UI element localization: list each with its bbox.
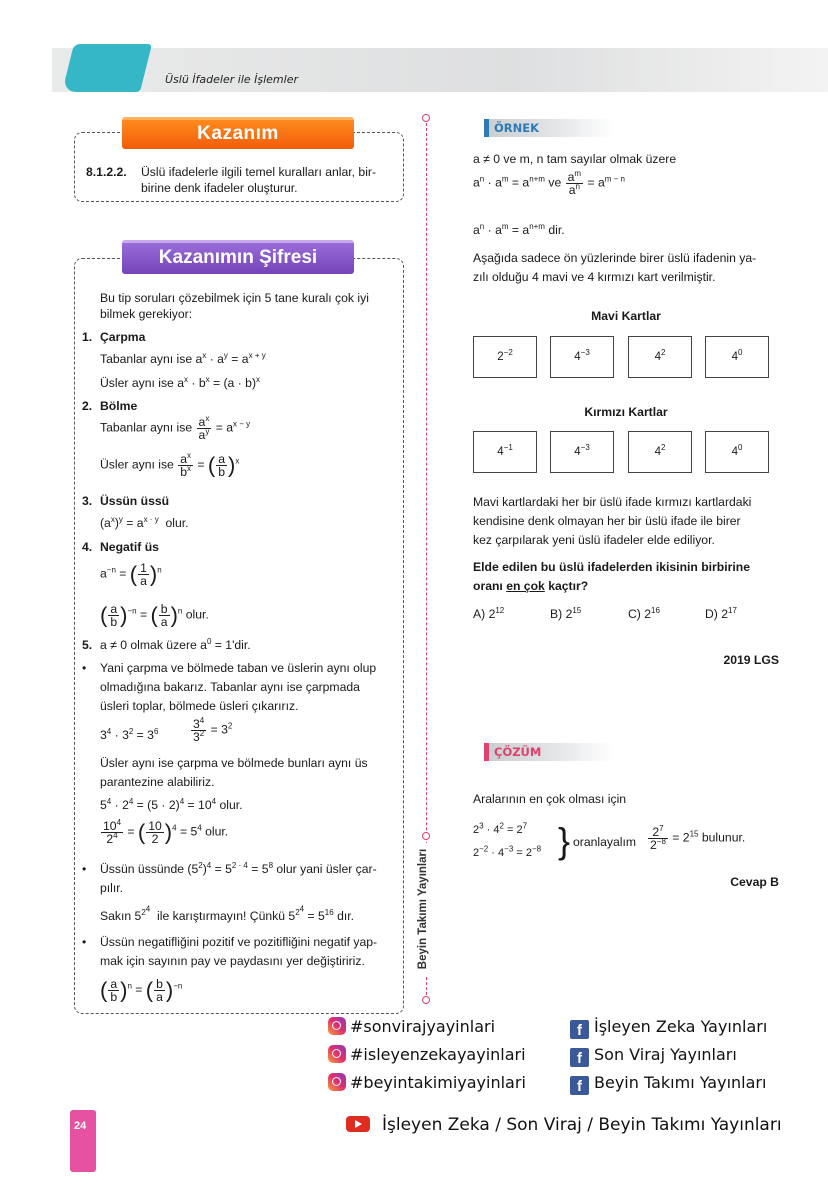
rule-2-title: Bölme (100, 399, 138, 413)
rule-5-number: 5. (82, 638, 93, 652)
page-number: 24 (70, 1110, 96, 1172)
bullet-2-line-2: parantezine alabiliriz. (100, 775, 215, 789)
blue-cards-title: Mavi Kartlar (591, 309, 661, 323)
sifre-intro-2: bilmek gerekiyor: (100, 307, 193, 321)
rule-3-number: 3. (82, 494, 93, 508)
rule-4-title: Negatif üs (100, 540, 159, 554)
cozum-mid-text: oranlayalım (573, 835, 636, 849)
rule-1-line-b: Üsler aynı ise $a^x \cdot b^x = (a \cdot b)^x$ (100, 374, 261, 390)
warning-line: Sakın $5^{2^4}$ ile karıştırmayın! Çünkü $5^{2^4} = 5^{16}$ dır. (100, 904, 355, 923)
bullet-2-line-1: Üsler aynı ise çarpma ve bölmede bunları aynı üs (100, 756, 368, 770)
blue-card: $2^{-2}$ (473, 336, 537, 378)
kazanim-banner: Kazanım (122, 117, 354, 149)
cozum-intro: Aralarının en çok olması için (473, 792, 627, 806)
red-card: $4^{-3}$ (550, 431, 614, 473)
bullet-icon: • (82, 661, 87, 675)
bullet-3-line-2: pılır. (100, 881, 124, 895)
option-b: B) $2^{15}$ (550, 605, 582, 621)
rule-1-line-a: Tabanlar aynı ise $a^x \cdot a^y = a^{x + y}$ (100, 350, 266, 366)
facebook-link-3[interactable]: f Beyin Takımı Yayınları (570, 1073, 766, 1095)
ornek-tag: ÖRNEK (484, 119, 614, 137)
cozum-tag: ÇÖZÜM (484, 743, 614, 761)
rule-4-number: 4. (82, 540, 93, 554)
facebook-link-2[interactable]: f Son Viraj Yayınları (570, 1045, 737, 1067)
facebook-icon: f (570, 1020, 589, 1039)
sifre-banner: Kazanımın Şifresi (122, 240, 354, 274)
bullet-4-line-2: mak için sayının pay ve paydasını yer değiştiririz. (100, 954, 365, 968)
option-d: D) $2^{17}$ (705, 605, 737, 621)
page-header-title: Üslü İfadeler ile İşlemler (165, 73, 298, 86)
option-a: A) $2^{12}$ (473, 605, 505, 621)
example-same-exp-divide: $\frac{10^4}{2^4}$ = ( $\frac{10}{2}$ )$^4 = 5^4$ olur. (103, 817, 229, 846)
rule-4-formula-a: $a^{-n}$ = ( $\frac{1}{a}$ )$^n$ (100, 561, 162, 588)
rule-5-text: a ≠ 0 olmak üzere $a^0 = 1'dir$. (100, 636, 251, 652)
example-flip: ( $\frac{a}{b}$ )$^n$ = ( $\frac{b}{a}$ )$^{-n}$ (100, 977, 183, 1004)
bullet-1-line-2: olmadığına bakarız. Tabanlar aynı ise çarpmada (100, 680, 360, 694)
kazanim-code: 8.1.2.2. (86, 165, 127, 179)
rule-2-line-a: Tabanlar aynı ise $\frac{a^x}{a^y}$ = $a^{x - y}$ (100, 413, 251, 442)
instagram-link-3[interactable]: #beyintakimiyayinlari (328, 1073, 526, 1092)
sifre-box (74, 258, 404, 1014)
example-same-exp-multiply: $5^4 \cdot 2^4 = (5 \cdot 2)^4 = 10^4$ olur. (100, 796, 243, 812)
ornek-para-3: Mavi kartlardaki her bir üslü ifade kırmızı kartlardaki (473, 495, 752, 509)
divider-dot (422, 114, 430, 122)
rule-2-number: 2. (82, 399, 93, 413)
answer: Cevap B (730, 875, 779, 889)
instagram-link-1[interactable]: #sonvirajyayinlari (328, 1017, 495, 1036)
bullet-4-line-1: Üssün negatifliğini pozitif ve pozitifliğini negatif yap- (100, 935, 378, 949)
red-card: $4^0$ (705, 431, 769, 473)
youtube-link[interactable]: İşleyen Zeka / Son Viraj / Beyin Takımı Yayınları (346, 1115, 782, 1135)
rule-1-number: 1. (82, 330, 93, 344)
instagram-icon (328, 1017, 346, 1035)
blue-card: $4^2$ (628, 336, 692, 378)
bullet-icon: • (82, 862, 87, 876)
ornek-rules: $a^n \cdot a^m = a^{n+m}$ ve $\frac{a^m}{a^n}$ = $a^{m - n}$ (473, 168, 625, 197)
brace: } (558, 820, 571, 861)
header-tab-decoration (62, 44, 152, 92)
cozum-ratio: $\frac{2^7}{2^{-8}}$ = $2^{15}$ bulunur. (650, 823, 746, 852)
bullet-1-line-3: üsleri toplar, bölmede üsleri çıkarırız. (100, 699, 299, 713)
divider-dot (422, 832, 430, 840)
cozum-max-product: $2^3 \cdot 4^2 = 2^7$ (473, 821, 528, 836)
ornek-para-4: kendisine denk olmayan her bir üslü ifade ile birer (473, 514, 741, 528)
divider-dot (422, 996, 430, 1004)
ornek-para-2: zılı olduğu 4 mavi ve 4 kırmızı kart verilmiştir. (473, 270, 716, 284)
blue-card: $4^0$ (705, 336, 769, 378)
rule-2-line-b: Üsler aynı ise $\frac{a^x}{b^x}$ = ( $\frac{a}{b}$ )$^x$ (100, 450, 240, 479)
red-card: $4^2$ (628, 431, 692, 473)
ornek-line-1: a ≠ 0 ve m, n tam sayılar olmak üzere (473, 152, 677, 166)
question-source: 2019 LGS (723, 653, 779, 667)
kazanim-line2: birine denk ifadeler oluşturur. (141, 181, 298, 195)
instagram-icon (328, 1045, 346, 1063)
rule-1-title: Çarpma (100, 330, 146, 344)
publisher-vertical-label: Beyin Takımı Yayınları (417, 843, 435, 975)
bullet-1-line-1: Yani çarpma ve bölmede taban ve üslerin aynı olup (100, 661, 377, 675)
example-divide: $\frac{3^4}{3^2}$ = $3^2$ (193, 715, 233, 744)
rule-3-formula: $(a^x)^y = a^{x \cdot y}$ olur. (100, 514, 189, 530)
kazanim-line1: Üslü ifadelerle ilgili temel kuralları anlar, bir- (141, 165, 377, 179)
blue-card: $4^{-3}$ (550, 336, 614, 378)
rule-4-formula-b: ( $\frac{a}{b}$ )$^{-n}$ = ( $\frac{b}{a}$ )$^n$ olur. (100, 602, 209, 629)
sifre-intro-1: Bu tip soruları çözebilmek için 5 tane kuralı çok iyi (100, 291, 369, 305)
facebook-icon: f (570, 1048, 589, 1067)
instagram-icon (328, 1073, 346, 1091)
ornek-line-3: $a^n \cdot a^m = a^{n+m}$ dir. (473, 221, 565, 237)
red-card: $4^{-1}$ (473, 431, 537, 473)
option-c: C) $2^{16}$ (628, 605, 660, 621)
question-line-2: oranı en çok kaçtır? (473, 579, 589, 593)
cozum-min-product: $2^{-2} \cdot 4^{-3} = 2^{-8}$ (473, 844, 542, 859)
facebook-link-1[interactable]: f İşleyen Zeka Yayınları (570, 1017, 767, 1039)
youtube-icon (346, 1116, 370, 1132)
example-multiply: $3^4 \cdot 3^2 = 3^6$ (100, 726, 159, 742)
instagram-link-2[interactable]: #isleyenzekayayinlari (328, 1045, 526, 1064)
ornek-para-5: kez çarpılarak yeni üslü ifadeler elde ediliyor. (473, 533, 715, 547)
red-cards-title: Kırmızı Kartlar (584, 405, 668, 419)
facebook-icon: f (570, 1076, 589, 1095)
bullet-icon: • (82, 935, 87, 949)
question-line-1: Elde edilen bu üslü ifadelerden ikisinin birbirine (473, 560, 750, 574)
ornek-para-1: Aşağıda sadece ön yüzlerinde birer üslü ifadenin ya- (473, 251, 757, 265)
rule-3-title: Üssün üssü (100, 494, 170, 508)
bullet-3-line-1: Üssün üssünde $(5^2)^4 = 5^{2 \cdot 4} = 5^8$ olur yani üsler çar- (100, 860, 377, 876)
